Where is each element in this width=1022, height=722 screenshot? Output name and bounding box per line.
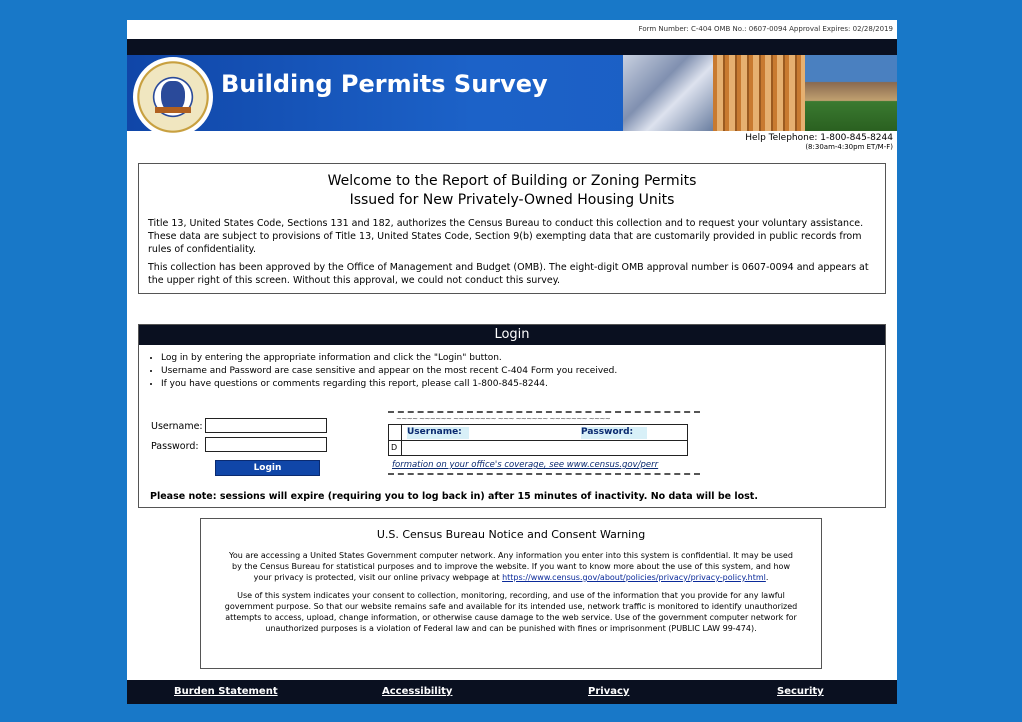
notice-paragraph-1: You are accessing a United States Government computer network. Any information you enter into this system is confidential. It may be used by the Census Bureau for statistical purposes and to improve the website. If you want to know more about the use of this system, and how your privacy is protected, visit our online privacy webpage at https://www.census.gov/about/policies/privacy/privacy-policy.html. xyxy=(229,551,793,582)
sample-header-row xyxy=(389,425,687,441)
consent-notice-panel xyxy=(200,518,822,669)
burden-statement-link[interactable]: Burden Statement xyxy=(174,686,278,697)
password-input[interactable] xyxy=(205,437,327,452)
help-hours: (8:30am-4:30pm ET/M-F) xyxy=(805,143,893,151)
notice-title: U.S. Census Bureau Notice and Consent Warning xyxy=(376,528,646,541)
authority-paragraph: Title 13, United States Code, Sections 131 and 182, authorizes the Census Bureau to conduct this collection and to request your voluntary assistance. These data are subject to provisions of Title 13, United States Code, Section 9(b) exempting data that are customarily provided in public records from rules of confidentiality. xyxy=(148,218,864,255)
accessibility-link[interactable]: Accessibility xyxy=(382,686,453,697)
seal-ribbon xyxy=(155,107,191,113)
username-label: Username: xyxy=(151,421,203,432)
sample-username-label: Username: xyxy=(407,427,469,439)
login-header: Login xyxy=(139,325,885,345)
help-telephone xyxy=(745,133,893,151)
banner xyxy=(127,55,897,131)
top-bar xyxy=(127,39,897,55)
page xyxy=(127,20,897,704)
welcome-panel xyxy=(138,163,886,294)
session-note: Please note: sessions will expire (requiring you to log back in) after 15 minutes of inactivity. No data will be lost. xyxy=(150,491,758,502)
welcome-title-line2: Issued for New Privately-Owned Housing Units xyxy=(349,192,675,208)
privacy-link[interactable]: Privacy xyxy=(588,686,630,697)
login-instruction-item: • Username and Password are case sensitive and appear on the most recent C-404 Form you received. xyxy=(161,365,885,378)
census-seal-logo xyxy=(133,57,213,137)
sample-password-label: Password: xyxy=(581,427,647,439)
welcome-title xyxy=(139,172,885,210)
footer xyxy=(127,680,897,704)
notice-text: You are accessing a United States Government computer network. Any information you enter into this system is confidential. It may be used by the Census Bureau for statistical purposes and to improve the website. If you want to know more about the use of this system, and how your privacy is protected, visit our online privacy webpage at xyxy=(229,551,793,582)
site-title: Building Permits Survey xyxy=(221,70,548,98)
form-number: Form Number: C-404 OMB No.: 0607-0094 Approval Expires: 02/28/2019 xyxy=(638,25,893,33)
sample-scribble: ~~~~ ~~~~~~ ~~~~~~~~ ~~~ ~~~~~~ ~~~~~~~ ~~~~ xyxy=(396,415,611,423)
sample-coverage-text: formation on your office's coverage, see www.census.gov/perr xyxy=(392,460,659,470)
privacy-policy-link[interactable]: https://www.census.gov/about/policies/privacy/privacy-policy.html xyxy=(502,573,766,582)
help-telephone-number: Help Telephone: 1-800-845-8244 xyxy=(745,133,893,143)
sample-row-mark: D xyxy=(391,443,398,452)
username-input[interactable] xyxy=(205,418,327,433)
login-instruction-item: • If you have questions or comments regarding this report, please call 1-800-845-8244. xyxy=(161,378,885,391)
login-instruction-item: • Log in by entering the appropriate information and click the "Login" button. xyxy=(161,352,885,365)
notice-paragraph-2: Use of this system indicates your consent to collection, monitoring, recording, and use of the information that you provide for any lawful government purpose. So that our website remains safe and available for its intended use, network traffic is monitored to identify unauthorized attempts to access, upload, change information, or otherwise cause damage to the web service. Use of the government computer network for unauthorized purposes is a violation of Federal law and can be punished with fines or imprisonment (PUBLIC LAW 99-474). xyxy=(224,591,798,633)
login-panel xyxy=(138,324,886,508)
house-framing-photo xyxy=(713,55,805,131)
password-label: Password: xyxy=(151,441,199,452)
sample-credentials-grid xyxy=(388,424,688,456)
login-button[interactable]: Login xyxy=(215,460,320,476)
blueprint-photo xyxy=(623,55,713,131)
login-instructions xyxy=(139,352,885,391)
sample-divider xyxy=(401,425,402,455)
sample-form-excerpt xyxy=(388,411,700,475)
omb-paragraph: This collection has been approved by the Office of Management and Budget (OMB). The eight-digit OMB approval number is 0607-0094 and appears at the upper right of this screen. Without this approval, we could not conduct this survey. xyxy=(148,262,869,286)
security-link[interactable]: Security xyxy=(777,686,824,697)
finished-house-photo xyxy=(805,55,897,131)
welcome-title-line1: Welcome to the Report of Building or Zoning Permits xyxy=(327,173,697,189)
